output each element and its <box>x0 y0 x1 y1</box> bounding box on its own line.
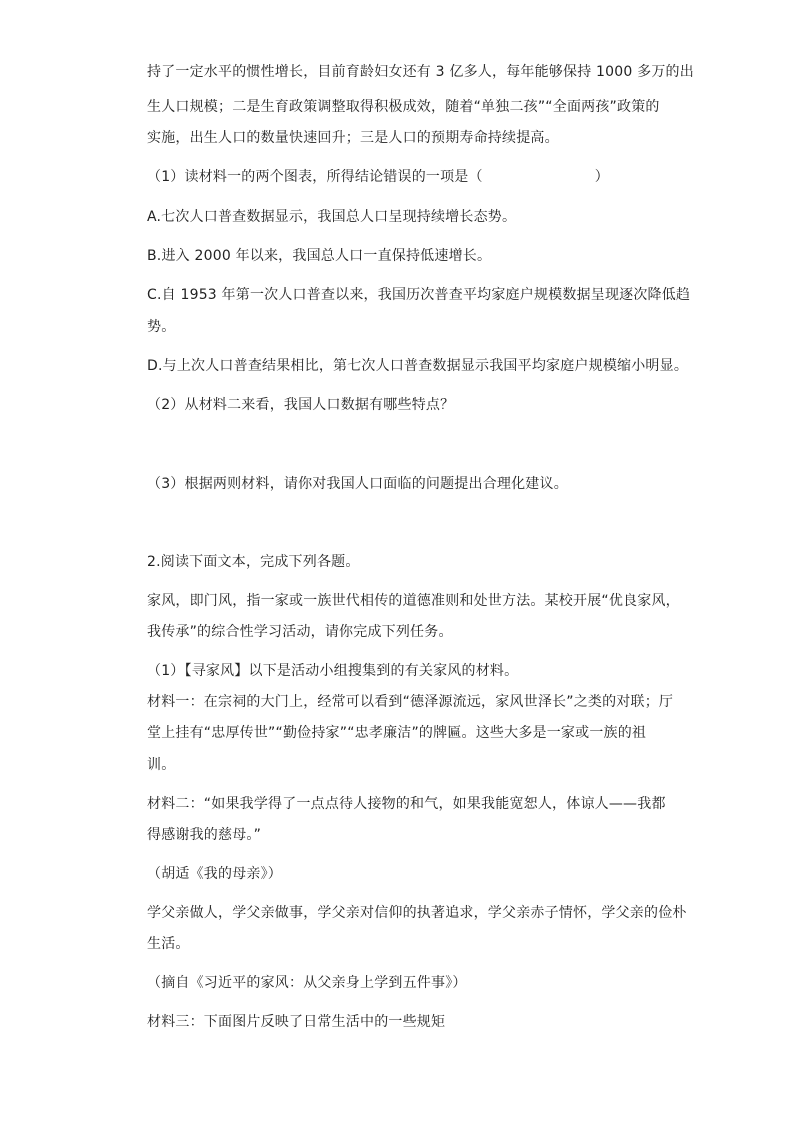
material-1-line-1: 材料一：在宗祠的大门上，经常可以看到“德泽源流远，家风世泽长”之类的对联；厅 <box>147 694 674 710</box>
material1-line-2: 生人口规模；二是生育政策调整取得积极成效，随着“单独二孩”“全面两孩”政策的 <box>147 99 660 115</box>
material-2-source: （胡适《我的母亲》） <box>147 866 282 882</box>
material-2b-line-1: 学父亲做人，学父亲做事，学父亲对信仰的执著追求，学父亲赤子情怀，学父亲的俭朴 <box>147 905 687 921</box>
material-1-line-2: 堂上挂有“忠厚传世”“勤俭持家”“忠孝廉洁”的牌匾。这些大多是一家或一族的祖 <box>147 725 647 741</box>
material-1-line-3: 训。 <box>147 757 176 773</box>
material1-line-1: 持了一定水平的惯性增长，目前育龄妇女还有 3 亿多人，每年能够保持 1000 多万的出 <box>147 64 694 80</box>
material-2b-source: （摘自《习近平的家风：从父亲身上学到五件事》） <box>147 975 467 991</box>
task-1: （1）【寻家风】以下是活动小组搜集到的有关家风的材料。 <box>147 663 519 679</box>
material-2-line-1: 材料二：“如果我学得了一点点待人接物的和气，如果我能宽恕人，体谅人——我都 <box>147 796 666 812</box>
option-c-line-1: C.自 1953 年第一次人口普查以来，我国历次普查平均家庭户规模数据呈现逐次降低趋 <box>147 287 691 303</box>
option-b: B.进入 2000 年以来，我国总人口一直保持低速增长。 <box>147 248 492 264</box>
option-d: D.与上次人口普查结果相比，第七次人口普查数据显示我国平均家庭户规模缩小明显。 <box>147 358 689 374</box>
section-2-intro-line-2: 我传承”的综合性学习活动，请你完成下列任务。 <box>147 624 453 640</box>
question-1-stem <box>147 167 687 187</box>
question-1-stem-suffix: ） <box>594 169 609 185</box>
option-a: A.七次人口普查数据显示，我国总人口呈现持续增长态势。 <box>147 209 517 225</box>
material-2b-line-2: 生活。 <box>147 936 190 952</box>
section-2-intro-line-1: 家风，即门风，指一家或一族世代相传的道德准则和处世方法。某校开展“优良家风， <box>147 593 680 609</box>
option-c-line-2: 势。 <box>147 319 176 335</box>
question-3: （3）根据两则材料，请你对我国人口面临的问题提出合理化建议。 <box>147 476 568 492</box>
material-3-intro: 材料三：下面图片反映了日常生活中的一些规矩 <box>147 1014 446 1030</box>
section-2-heading: 2.阅读下面文本，完成下列各题。 <box>147 554 360 570</box>
question-2: （2）从材料二来看，我国人口数据有哪些特点？ <box>147 397 455 413</box>
material-2-line-2: 得感谢我的慈母。” <box>147 827 262 843</box>
material1-line-3: 实施，出生人口的数量快速回升；三是人口的预期寿命持续提高。 <box>147 130 559 146</box>
question-1-stem-prefix: （1）读材料一的两个图表，所得结论错误的一项是（ <box>147 169 483 185</box>
